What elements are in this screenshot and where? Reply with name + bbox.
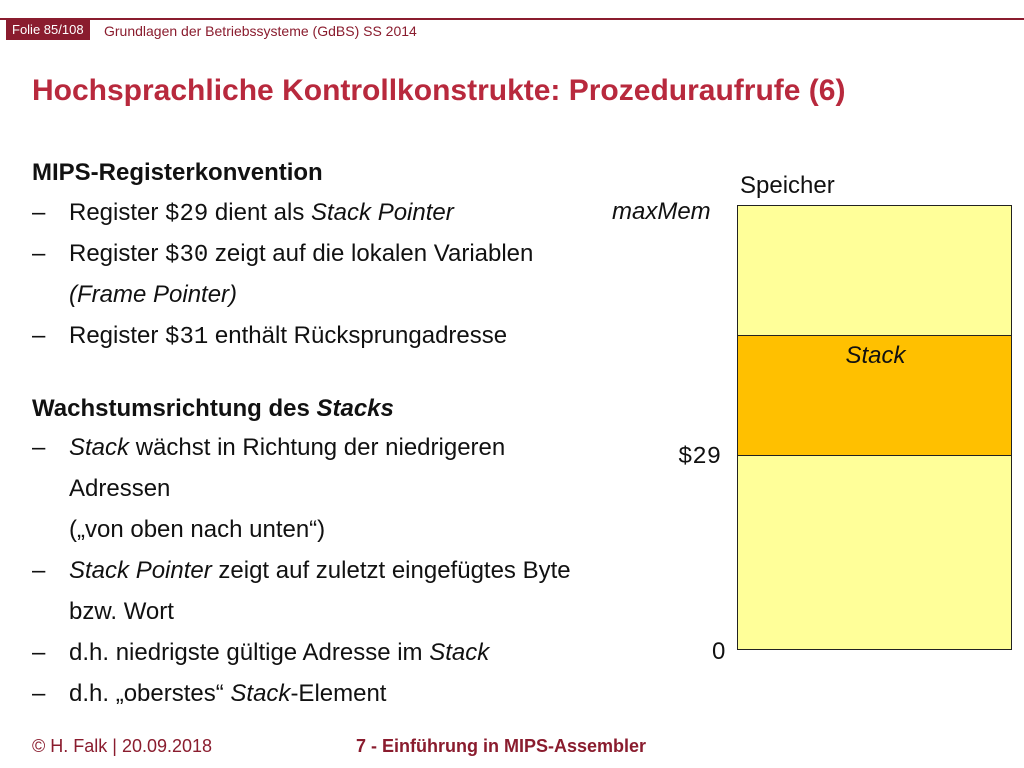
text-segment: Register: [69, 322, 166, 349]
emphasis-text: (Frame Pointer): [69, 281, 238, 308]
heading-text: Wachstumsrichtung des: [32, 395, 317, 422]
text-segment: Register: [69, 240, 166, 267]
text-segment: („von oben nach unten“): [69, 516, 326, 543]
register-code: $31: [165, 324, 209, 351]
emphasis-text: Stack: [230, 680, 291, 707]
text-segment: d.h. niedrigste gültige Adresse im: [69, 639, 430, 666]
course-title: Grundlagen der Betriebssysteme (GdBS) SS 2014: [104, 23, 417, 39]
bullet-dash: –: [32, 639, 46, 666]
bullet-dash: –: [32, 199, 46, 226]
emphasis-text: Stack: [429, 639, 490, 666]
register-code: $30: [165, 242, 209, 269]
emphasis-text: Stack: [69, 434, 130, 461]
bullet-text: [69, 239, 533, 271]
text-segment: d.h. „oberstes“: [69, 680, 231, 707]
stack-region: [737, 335, 1012, 456]
text-segment: zeigt auf die lokalen Variablen: [208, 240, 534, 267]
stack-pointer-label: $29: [678, 444, 722, 471]
bullet-text: [69, 433, 505, 463]
bullet-text: [69, 556, 571, 586]
bullet-dash: –: [32, 240, 46, 267]
bullet-text: [69, 321, 507, 353]
register-code: $29: [165, 201, 209, 228]
bullet-dash: –: [32, 434, 46, 461]
text-segment: zeigt auf zuletzt eingefügtes Byte: [211, 557, 571, 584]
footer-author-date: © H. Falk | 20.09.2018: [32, 736, 213, 756]
emphasis-text: Stack Pointer: [69, 557, 212, 584]
bullet-dash: –: [32, 322, 46, 349]
text-segment: -Element: [290, 680, 387, 707]
heading-emphasis: Stacks: [316, 395, 394, 422]
text-segment: wächst in Richtung der niedrigeren: [129, 434, 506, 461]
bullet-text: [69, 679, 386, 709]
max-mem-label: maxMem: [612, 198, 711, 225]
text-segment: enthält Rücksprungadresse: [208, 322, 508, 349]
bullet-dash: –: [32, 680, 46, 707]
section-heading-register: MIPS-Registerkonvention: [32, 159, 323, 186]
bullet-text: [69, 638, 489, 668]
text-segment: dient als: [208, 199, 311, 226]
slide-title: Hochsprachliche Kontrollkonstrukte: Prozeduraufrufe (6): [32, 74, 846, 107]
slide-number-badge: Folie 85/108: [6, 20, 90, 40]
bullet-text: [69, 198, 454, 230]
memory-title: Speicher: [740, 172, 835, 199]
text-segment: Register: [69, 199, 166, 226]
footer-chapter: 7 - Einführung in MIPS-Assembler: [356, 736, 647, 756]
stack-label: Stack: [845, 342, 906, 369]
text-segment: Adressen: [69, 475, 171, 502]
emphasis-text: Stack Pointer: [311, 199, 454, 226]
header-rule: [0, 18, 1024, 20]
bullet-dash: –: [32, 557, 46, 584]
zero-address-label: 0: [712, 638, 726, 665]
section-heading-growth: [32, 394, 394, 424]
text-segment: bzw. Wort: [69, 598, 174, 625]
